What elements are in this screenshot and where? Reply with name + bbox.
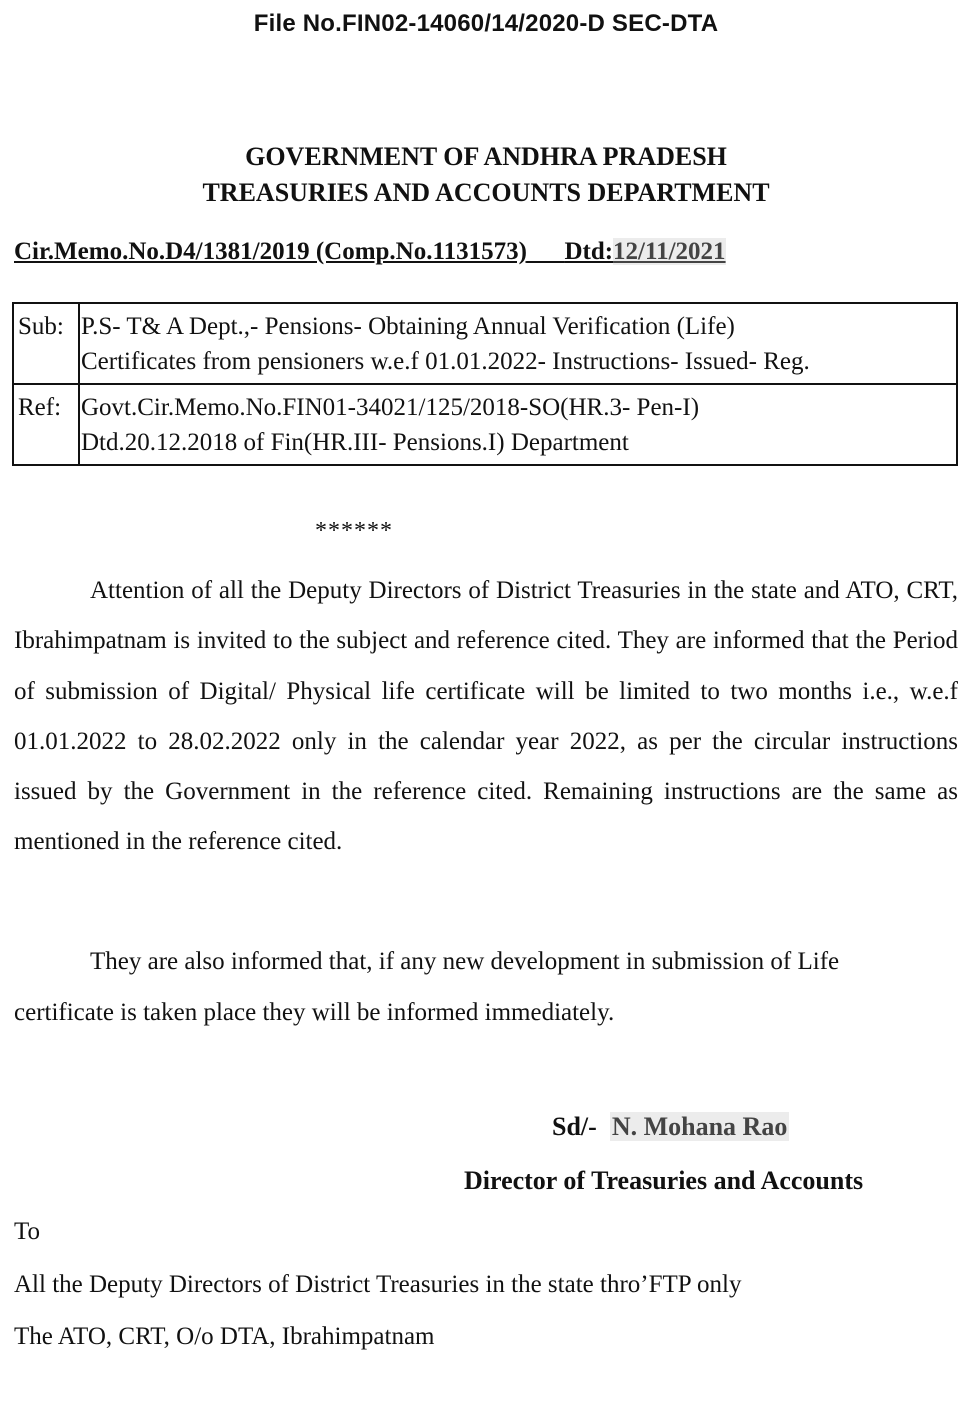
memo-number: Cir.Memo.No.D4/1381/2019 (Comp.No.1131573) [14, 238, 527, 265]
reference-line-1: Govt.Cir.Memo.No.FIN01-34021/125/2018-SO(HR.3- Pen-I) [81, 394, 700, 421]
reference-label: Ref: [13, 384, 79, 465]
department-heading [0, 139, 972, 211]
file-number: File No.FIN02-14060/14/2020-D SEC-DTA [253, 10, 719, 37]
to-label: To [14, 1218, 41, 1245]
government-name: GOVERNMENT OF ANDHRA PRADESH [245, 142, 727, 171]
subject-label: Sub: [13, 303, 79, 384]
body-paragraph-1-text: Attention of all the Deputy Directors of District Treasuries in the state and ATO, CRT, Ibrahimpatnam is invited to the subject and reference cited. They are informed that the Period of submission of Digital/ Physical life certificate will be limited to two months i.e., w.e.f 01.01.2022 to 28.02.2022 only in the calendar year 2022, as per the circular instructions issued by the Government in the reference cited. Remaining instructions are the same as mentioned in the reference cited. [14, 577, 958, 856]
separator-stars: ****** [315, 518, 393, 544]
reference-row [13, 384, 957, 465]
subject-line-2: Certificates from pensioners w.e.f 01.01.2022- Instructions- Issued- Reg. [81, 348, 810, 375]
subject-line-1: P.S- T& A Dept.,- Pensions- Obtaining Annual Verification (Life) [81, 313, 735, 340]
addressee-line-2: The ATO, CRT, O/o DTA, Ibrahimpatnam [14, 1323, 435, 1350]
signature-line [552, 1112, 789, 1142]
addressee-line-1: All the Deputy Directors of District Treasuries in the state thro’FTP only [14, 1271, 742, 1298]
subject-row [13, 303, 957, 384]
signature-prefix: Sd/- [552, 1112, 610, 1141]
body-paragraph-2-text: They are also informed that, if any new development in submission of Life certificate is taken place they will be informed immediately. [14, 948, 840, 1026]
memo-gap [527, 238, 565, 265]
reference-line-2: Dtd.20.12.2018 of Fin(HR.III- Pensions.I) Department [81, 429, 629, 456]
reference-text [79, 384, 957, 465]
signer-name: N. Mohana Rao [611, 1112, 788, 1141]
department-name: TREASURIES AND ACCOUNTS DEPARTMENT [202, 178, 770, 207]
subject-reference-table [12, 302, 958, 466]
signer-designation: Director of Treasuries and Accounts [464, 1166, 864, 1195]
memo-date-label: Dtd: [564, 238, 614, 265]
memo-reference-line [14, 238, 914, 266]
subject-text [79, 303, 957, 384]
memo-date: 12/11/2021 [613, 238, 726, 265]
body-paragraph-1 [14, 566, 958, 868]
body-paragraph-2 [14, 936, 914, 1038]
